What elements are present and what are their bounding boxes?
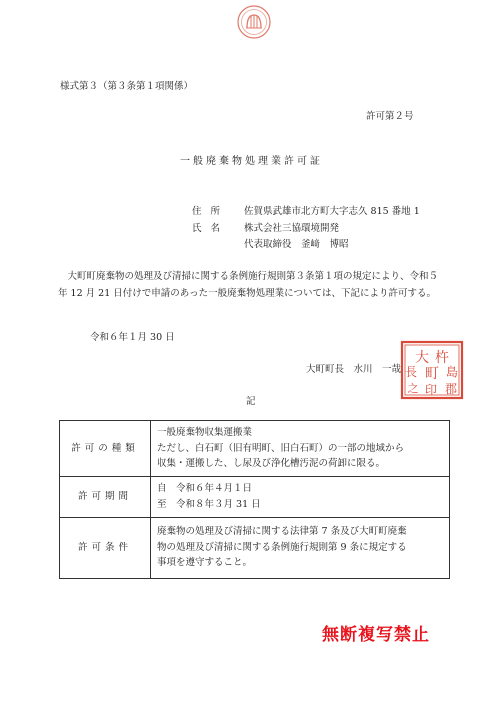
value-line: 物の処理及び清掃に関する条例施行規則第 9 条に規定する (157, 541, 407, 553)
row-value (151, 476, 450, 517)
table-row (60, 476, 450, 517)
value-line: 廃棄物の処理及び清掃に関する法律第 7 条及び大町町廃棄 (157, 526, 407, 538)
seal-char: 大 (415, 350, 429, 366)
official-seal-icon (400, 340, 464, 400)
value-line: 一般廃棄物収集運搬業 (157, 427, 253, 438)
seal-char: 之 (407, 382, 419, 395)
document-title: 一般廃棄物処理業許可証 (180, 156, 323, 167)
company-name: 株式会社三協環境開発 (244, 223, 340, 234)
mayor-signature-line: 大町町長 水川 一哉 (306, 364, 402, 375)
row-key: 許可の種類 (60, 421, 151, 477)
row-value (151, 421, 450, 477)
name-label: 氏名 (192, 223, 230, 234)
row-key: 許可条件 (60, 517, 151, 578)
table-row (60, 517, 450, 578)
seal-char: 町 (425, 366, 439, 382)
seal-char: 長 (404, 365, 418, 379)
ki-heading: 記 (246, 396, 256, 407)
representative-name: 代表取締役 釜﨑 博昭 (244, 239, 349, 250)
address-value: 佐賀県武雄市北方町大字志久 815 番地 1 (244, 206, 420, 217)
seal-char: 杵 (435, 350, 449, 366)
row-value (151, 517, 450, 578)
table-row (60, 421, 450, 477)
town-emblem-icon (236, 4, 272, 40)
value-line: 収集・運搬した、し尿及び浄化槽汚泥の荷卸に限る。 (157, 458, 386, 469)
seal-char: 印 (424, 383, 438, 397)
value-line: ただし、白石町（旧有明町、旧白石町）の一部の地域から (157, 442, 405, 454)
body-paragraph: 大町町廃棄物の処理及び清掃に関する条例施行規則第３条第１項の規定により、令和５年 12 月 21 日付けで申請のあった一般廃棄物処理業については、下記により許可する。 (58, 271, 439, 299)
no-copy-watermark: 無断複写禁止 (322, 625, 430, 645)
permit-number: 許可第２号 (366, 111, 414, 122)
address-label: 住所 (192, 206, 230, 217)
value-line: 事項を遵守すること。 (157, 557, 253, 569)
issue-date: 令和６年１月 30 日 (90, 332, 175, 343)
seal-char: 郡 (444, 382, 458, 396)
seal-char: 島 (445, 365, 459, 379)
row-key: 許可期間 (60, 476, 151, 517)
value-line: 自 令和６年４月１日 (157, 483, 253, 494)
permit-details-table (59, 420, 450, 579)
form-label: 様式第３（第３条第１項関係） (60, 81, 194, 92)
value-line: 至 令和８年３月 31 日 (157, 498, 261, 510)
